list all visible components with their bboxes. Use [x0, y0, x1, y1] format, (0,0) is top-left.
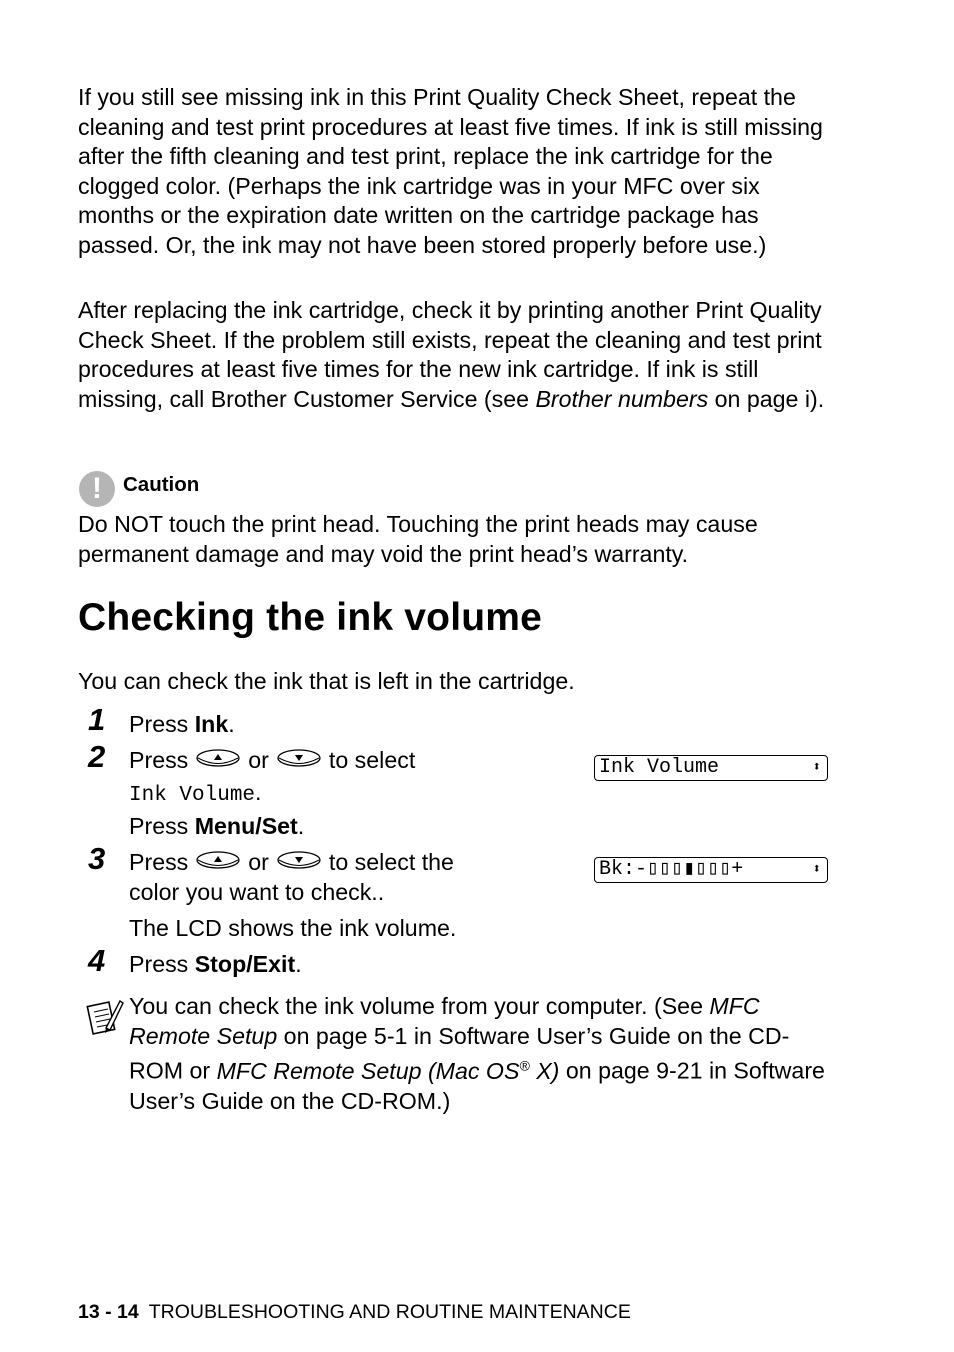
step-2-or: or	[248, 747, 269, 773]
step-1-text	[129, 710, 235, 740]
step-4-end: .	[295, 951, 302, 977]
intro-paragraph-2	[78, 296, 828, 414]
step-3-press: Press	[129, 849, 189, 875]
note-ref-mac-os-x: X)	[529, 1057, 560, 1084]
note-text-3: on page 9-21 in Software User’s Guide on the CD-ROM.)	[129, 1057, 825, 1114]
lcd-screen-ink-volume-text: Ink Volume	[599, 756, 720, 779]
intro-paragraph-1: If you still see missing ink in this Print Quality Check Sheet, repeat the cleaning and test print procedures at least five times. If ink is still missing after the fifth cleaning and test print, replace the ink cartridge for the clogged color. (Perhaps the ink cartridge was in your MFC over six months or the expiration date written on the cartridge package has passed. Or, the ink may not have been stored properly before use.)	[78, 84, 823, 258]
section-title: Checking the ink volume	[78, 596, 543, 639]
step-3-line-1	[129, 848, 454, 879]
lcd-screen-ink-volume	[594, 755, 828, 781]
step-2-end-2: .	[297, 813, 305, 839]
updown-arrows-icon: ⬍	[812, 862, 821, 878]
step-4-number: 4	[88, 943, 106, 978]
note-ref-mac-os-text: MFC Remote Setup (Mac OS	[216, 1057, 520, 1084]
step-1-press: Press	[129, 711, 195, 737]
chapter-title: TROUBLESHOOTING AND ROUTINE MAINTENANCE	[148, 1301, 631, 1323]
note-ref-mfc-remote-setup: MFC Remote Setup	[129, 993, 760, 1049]
caution-label: Caution	[123, 473, 200, 496]
up-arrow-button-icon	[196, 745, 240, 775]
ink-volume-menu-item: Ink Volume	[129, 784, 256, 807]
step-4-press: Press	[129, 951, 195, 977]
stop-exit-key: Stop/Exit	[194, 951, 296, 977]
step-3-or: or	[248, 849, 269, 875]
page-number: 13 - 14	[78, 1301, 139, 1323]
caution-icon: !	[79, 471, 115, 507]
brother-numbers-reference: Brother numbers	[535, 385, 709, 412]
step-2-press: Press	[129, 747, 189, 773]
step-2-line-1	[129, 746, 415, 777]
step-3-line-2: color you want to check..	[129, 879, 385, 905]
step-3-number: 3	[88, 841, 106, 876]
step-2-end: .	[255, 779, 262, 805]
intro-paragraph-2-tail: on page i).	[708, 385, 825, 412]
step-3-to-select: to select the	[328, 849, 454, 875]
step-4-text	[129, 950, 302, 980]
caution-text: Do NOT touch the print head. Touching the print heads may cause permanent damage and may void the print head’s warranty.	[78, 511, 758, 567]
step-3-line-3: The LCD shows the ink volume.	[129, 915, 457, 941]
step-2-press-2: Press	[129, 813, 195, 839]
ink-key: Ink	[194, 711, 229, 737]
note-text-2: on page 5-1 in Software User’s Guide on the CD-ROM or	[129, 1022, 790, 1084]
intro-paragraph-2-text: After replacing the ink cartridge, check it by printing another Print Quality Check Sheet. If the problem still exists, repeat the cleaning and test print procedures at least five times for the new ink cartridge. If ink is still missing, call Brother Customer Service (see	[78, 297, 822, 412]
note-text-1: You can check the ink volume from your computer. (See	[129, 993, 710, 1019]
step-2-line-2	[129, 778, 261, 811]
down-arrow-button-icon	[277, 847, 321, 877]
down-arrow-button-icon	[277, 745, 321, 775]
note-ref-mac-os	[217, 1058, 560, 1084]
step-2-line-3	[129, 812, 304, 842]
registered-mark: ®	[519, 1057, 530, 1074]
menu-set-key: Menu/Set	[194, 813, 298, 839]
updown-arrows-icon: ⬍	[812, 760, 821, 776]
lcd-screen-ink-level	[594, 857, 828, 883]
step-1-number: 1	[88, 702, 106, 737]
page-footer	[78, 1301, 631, 1324]
section-lead: You can check the ink that is left in the cartridge.	[78, 668, 575, 694]
lcd-screen-ink-level-text: Bk:-▯▯▯▮▯▯▯+	[599, 858, 744, 881]
up-arrow-button-icon	[196, 847, 240, 877]
note-pencil-icon	[86, 998, 126, 1043]
step-2-to-select: to select	[328, 747, 416, 773]
note-text	[129, 992, 829, 1116]
step-1-end: .	[228, 711, 235, 737]
step-2-number: 2	[88, 739, 106, 774]
